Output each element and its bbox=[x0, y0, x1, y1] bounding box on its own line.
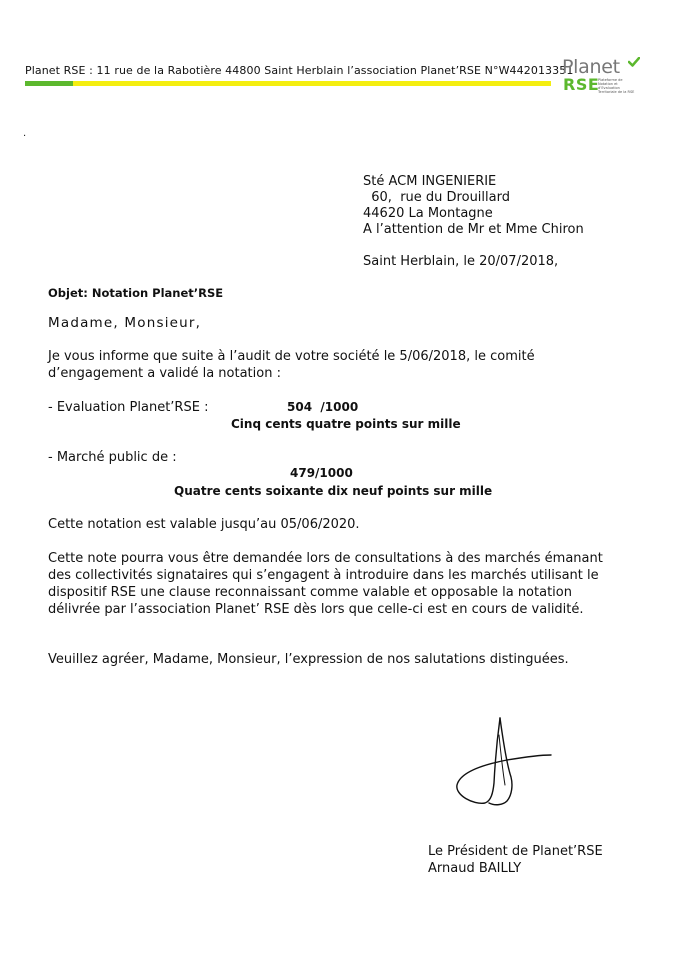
signatory-block bbox=[428, 843, 603, 877]
body-paragraph: Cette note pourra vous être demandée lors de consultations à des marchés émanant des collectivités signataires qui s’engagent à introduire dans les marchés utilisant le dispositif RSE une clause reconnaissant comme valable et opposable la notation délivrée par l’association Planet’ RSE dès lors que celle-ci est en cours de validité. bbox=[48, 551, 603, 617]
place-date: Saint Herblain, le 20/07/2018, bbox=[363, 254, 559, 269]
marche-score: 479/1000 bbox=[290, 466, 353, 480]
recipient-address bbox=[363, 174, 584, 238]
handwritten-signature bbox=[445, 715, 555, 815]
header-bar-yellow bbox=[73, 81, 551, 86]
header-bar bbox=[25, 81, 551, 86]
intro-paragraph: Je vous informe que suite à l’audit de votre société le 5/06/2018, le comité d’engagement a validé la notation : bbox=[48, 349, 535, 381]
signatory-title: Le Président de Planet’RSE bbox=[428, 844, 603, 859]
signatory-name: Arnaud BAILLY bbox=[428, 861, 522, 876]
recipient-line: Sté ACM INGENIERIE bbox=[363, 174, 497, 189]
logo-word-rse: RSE bbox=[563, 75, 600, 94]
stray-mark: . bbox=[23, 128, 27, 139]
header-address: Planet RSE : 11 rue de la Rabotière 44800 Saint Herblain l’association Planet’RSE N°W442013351 bbox=[25, 64, 574, 77]
logo-word-planet: Planet bbox=[562, 56, 620, 78]
marche-label: - Marché public de : bbox=[48, 450, 177, 465]
salutation: Madame, Monsieur, bbox=[48, 315, 202, 331]
evaluation-score: 504 /1000 bbox=[287, 400, 359, 414]
evaluation-words: Cinq cents quatre points sur mille bbox=[231, 417, 461, 431]
check-icon bbox=[628, 57, 640, 67]
evaluation-label: - Evaluation Planet’RSE : bbox=[48, 400, 209, 415]
marche-words: Quatre cents soixante dix neuf points sur mille bbox=[174, 484, 493, 498]
validity-statement: Cette notation est valable jusqu’au 05/06/2020. bbox=[48, 517, 360, 532]
logo-tagline: Plateforme de Notation et d’Evaluation Territoriale de la RSE bbox=[598, 78, 635, 94]
recipient-line: 44620 La Montagne bbox=[363, 206, 493, 221]
recipient-line: 60, rue du Drouillard bbox=[363, 190, 510, 205]
recipient-line: A l’attention de Mr et Mme Chiron bbox=[363, 222, 584, 237]
header-bar-green bbox=[25, 81, 73, 86]
planet-rse-logo bbox=[562, 56, 652, 96]
subject-line: Objet: Notation Planet’RSE bbox=[48, 286, 224, 300]
closing-formula: Veuillez agréer, Madame, Monsieur, l’expression de nos salutations distinguées. bbox=[48, 652, 569, 667]
